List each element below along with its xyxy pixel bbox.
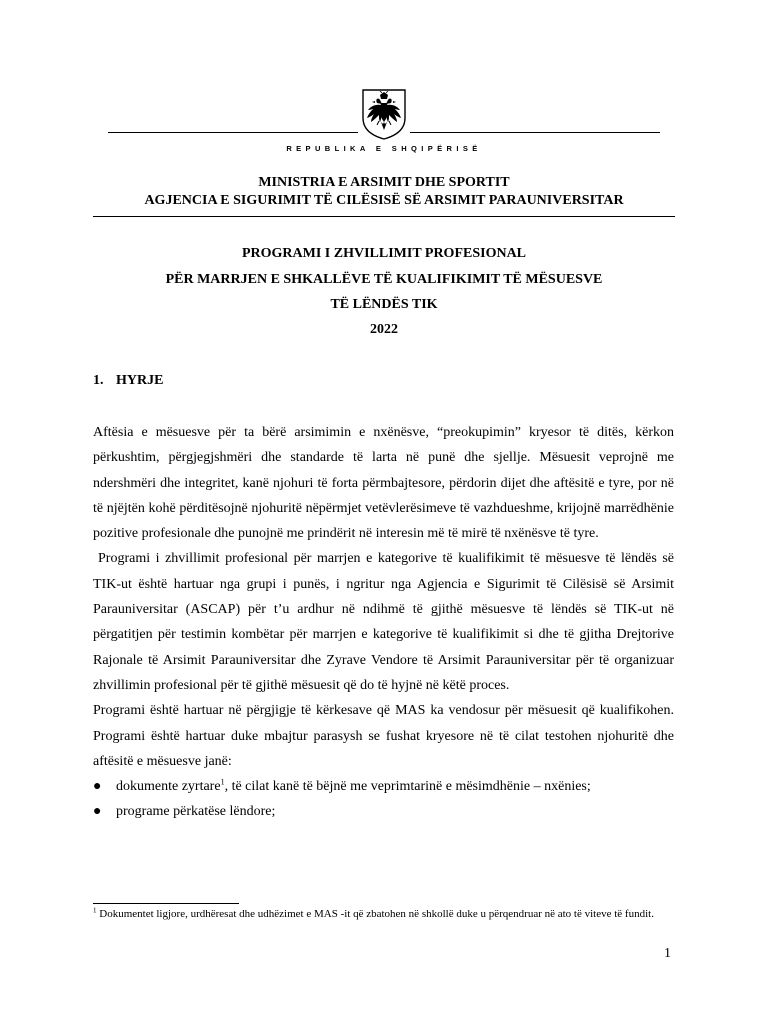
republic-label: REPUBLIKA E SHQIPËRISË bbox=[286, 144, 482, 153]
list-item bbox=[93, 799, 674, 824]
document-title-line-3: TË LËNDËS TIK bbox=[330, 297, 438, 312]
bullet-list bbox=[93, 774, 674, 825]
footnote-text: Dokumentet ligjore, urdhëresat dhe udhëzimet e MAS -it që zbatohen në shkollë duke u përqendruar në ato të viteve të fundit. bbox=[99, 908, 654, 920]
header-rule-right bbox=[410, 132, 660, 133]
section-title: HYRJE bbox=[116, 373, 164, 388]
section-number: 1. bbox=[93, 373, 104, 388]
list-item-text-continued: , të cilat kanë të bëjnë me veprimtarinë e mësimdhënie – nxënies; bbox=[224, 779, 591, 795]
page-number: 1 bbox=[664, 946, 671, 961]
albanian-eagle-emblem-icon bbox=[361, 88, 407, 140]
agency-name: AGJENCIA E SIGURIMIT TË CILËSISË SË ARSIMIT PARAUNIVERSITAR bbox=[144, 193, 624, 208]
list-item-text: dokumente zyrtare bbox=[116, 779, 221, 795]
paragraph-3: Programi është hartuar në përgjigje të kërkesave që MAS ka vendosur për mësuesit që kualifikohen. Programi është hartuar duke mbajtur parasysh se fushat kryesore në të cilat testohen njohuritë dhe aftësitë e mësuesve janë: bbox=[93, 703, 674, 769]
body-text bbox=[93, 420, 674, 825]
document-year: 2022 bbox=[370, 322, 398, 337]
footnote-reference[interactable]: 1 bbox=[220, 777, 225, 787]
paragraph-2: Programi i zhvillimit profesional për marrjen e kategorive të kualifikimit të mësuesve të lëndës së TIK-ut është hartuar nga grupi i punës, i ngritur nga Agjencia e Sigurimit të Cilësisë së Arsimit Parauniversitar (ASCAP) për t’u ardhur në ndihmë të gjithë mësuesve të lëndës së TIK-ut në përgatitjen për testimin kombëtar për marrjen e kategorive të kualifikimit si dhe të gjitha Drejtorive Rajonale të Arsimit Parauniversitar dhe Zyrave Vendore të Arsimit Parauniversitar për të organizuar zhvillimin profesional për të gjithë mësuesit që do të hyjnë në këtë proces. bbox=[93, 551, 674, 693]
list-item bbox=[93, 774, 674, 799]
header-rule-left bbox=[108, 132, 358, 133]
list-item-text: programe përkatëse lëndore; bbox=[116, 804, 276, 820]
bullet-dot-icon: ● bbox=[93, 804, 102, 820]
footnote-separator bbox=[93, 903, 239, 904]
document-title-line-1: PROGRAMI I ZHVILLIMIT PROFESIONAL bbox=[241, 246, 527, 261]
document-title-line-2: PËR MARRJEN E SHKALLËVE TË KUALIFIKIMIT TË MËSUESVE bbox=[165, 272, 603, 287]
section-heading bbox=[93, 372, 163, 390]
paragraph-1: Aftësia e mësuesve për ta bërë arsimimin e nxënësve, “preokupimin” kryesor të ditës, kërkon përkushtim, përgjegjshmëri dhe standarde të larta në punë dhe sjellje. Mësuesit veprojnë me ndershmëri dhe integritet, kanë njohuri të forta përmbajtesore, përdorin dijet dhe aftësitë e tyre, por në të njëjtën kohë përditësojnë njohuritë nëpërmjet vetëvlerësimeve të vazhdueshme, krijojnë marrëdhënie pozitive profesionale dhe punojnë me prindërit në interesin më të mirë të nxënësve të tyre. bbox=[93, 425, 674, 542]
header-divider bbox=[93, 216, 675, 217]
footnote-marker: 1 bbox=[93, 906, 97, 915]
bullet-dot-icon: ● bbox=[93, 779, 102, 795]
footnote bbox=[93, 907, 675, 921]
ministry-name: MINISTRIA E ARSIMIT DHE SPORTIT bbox=[258, 175, 510, 190]
